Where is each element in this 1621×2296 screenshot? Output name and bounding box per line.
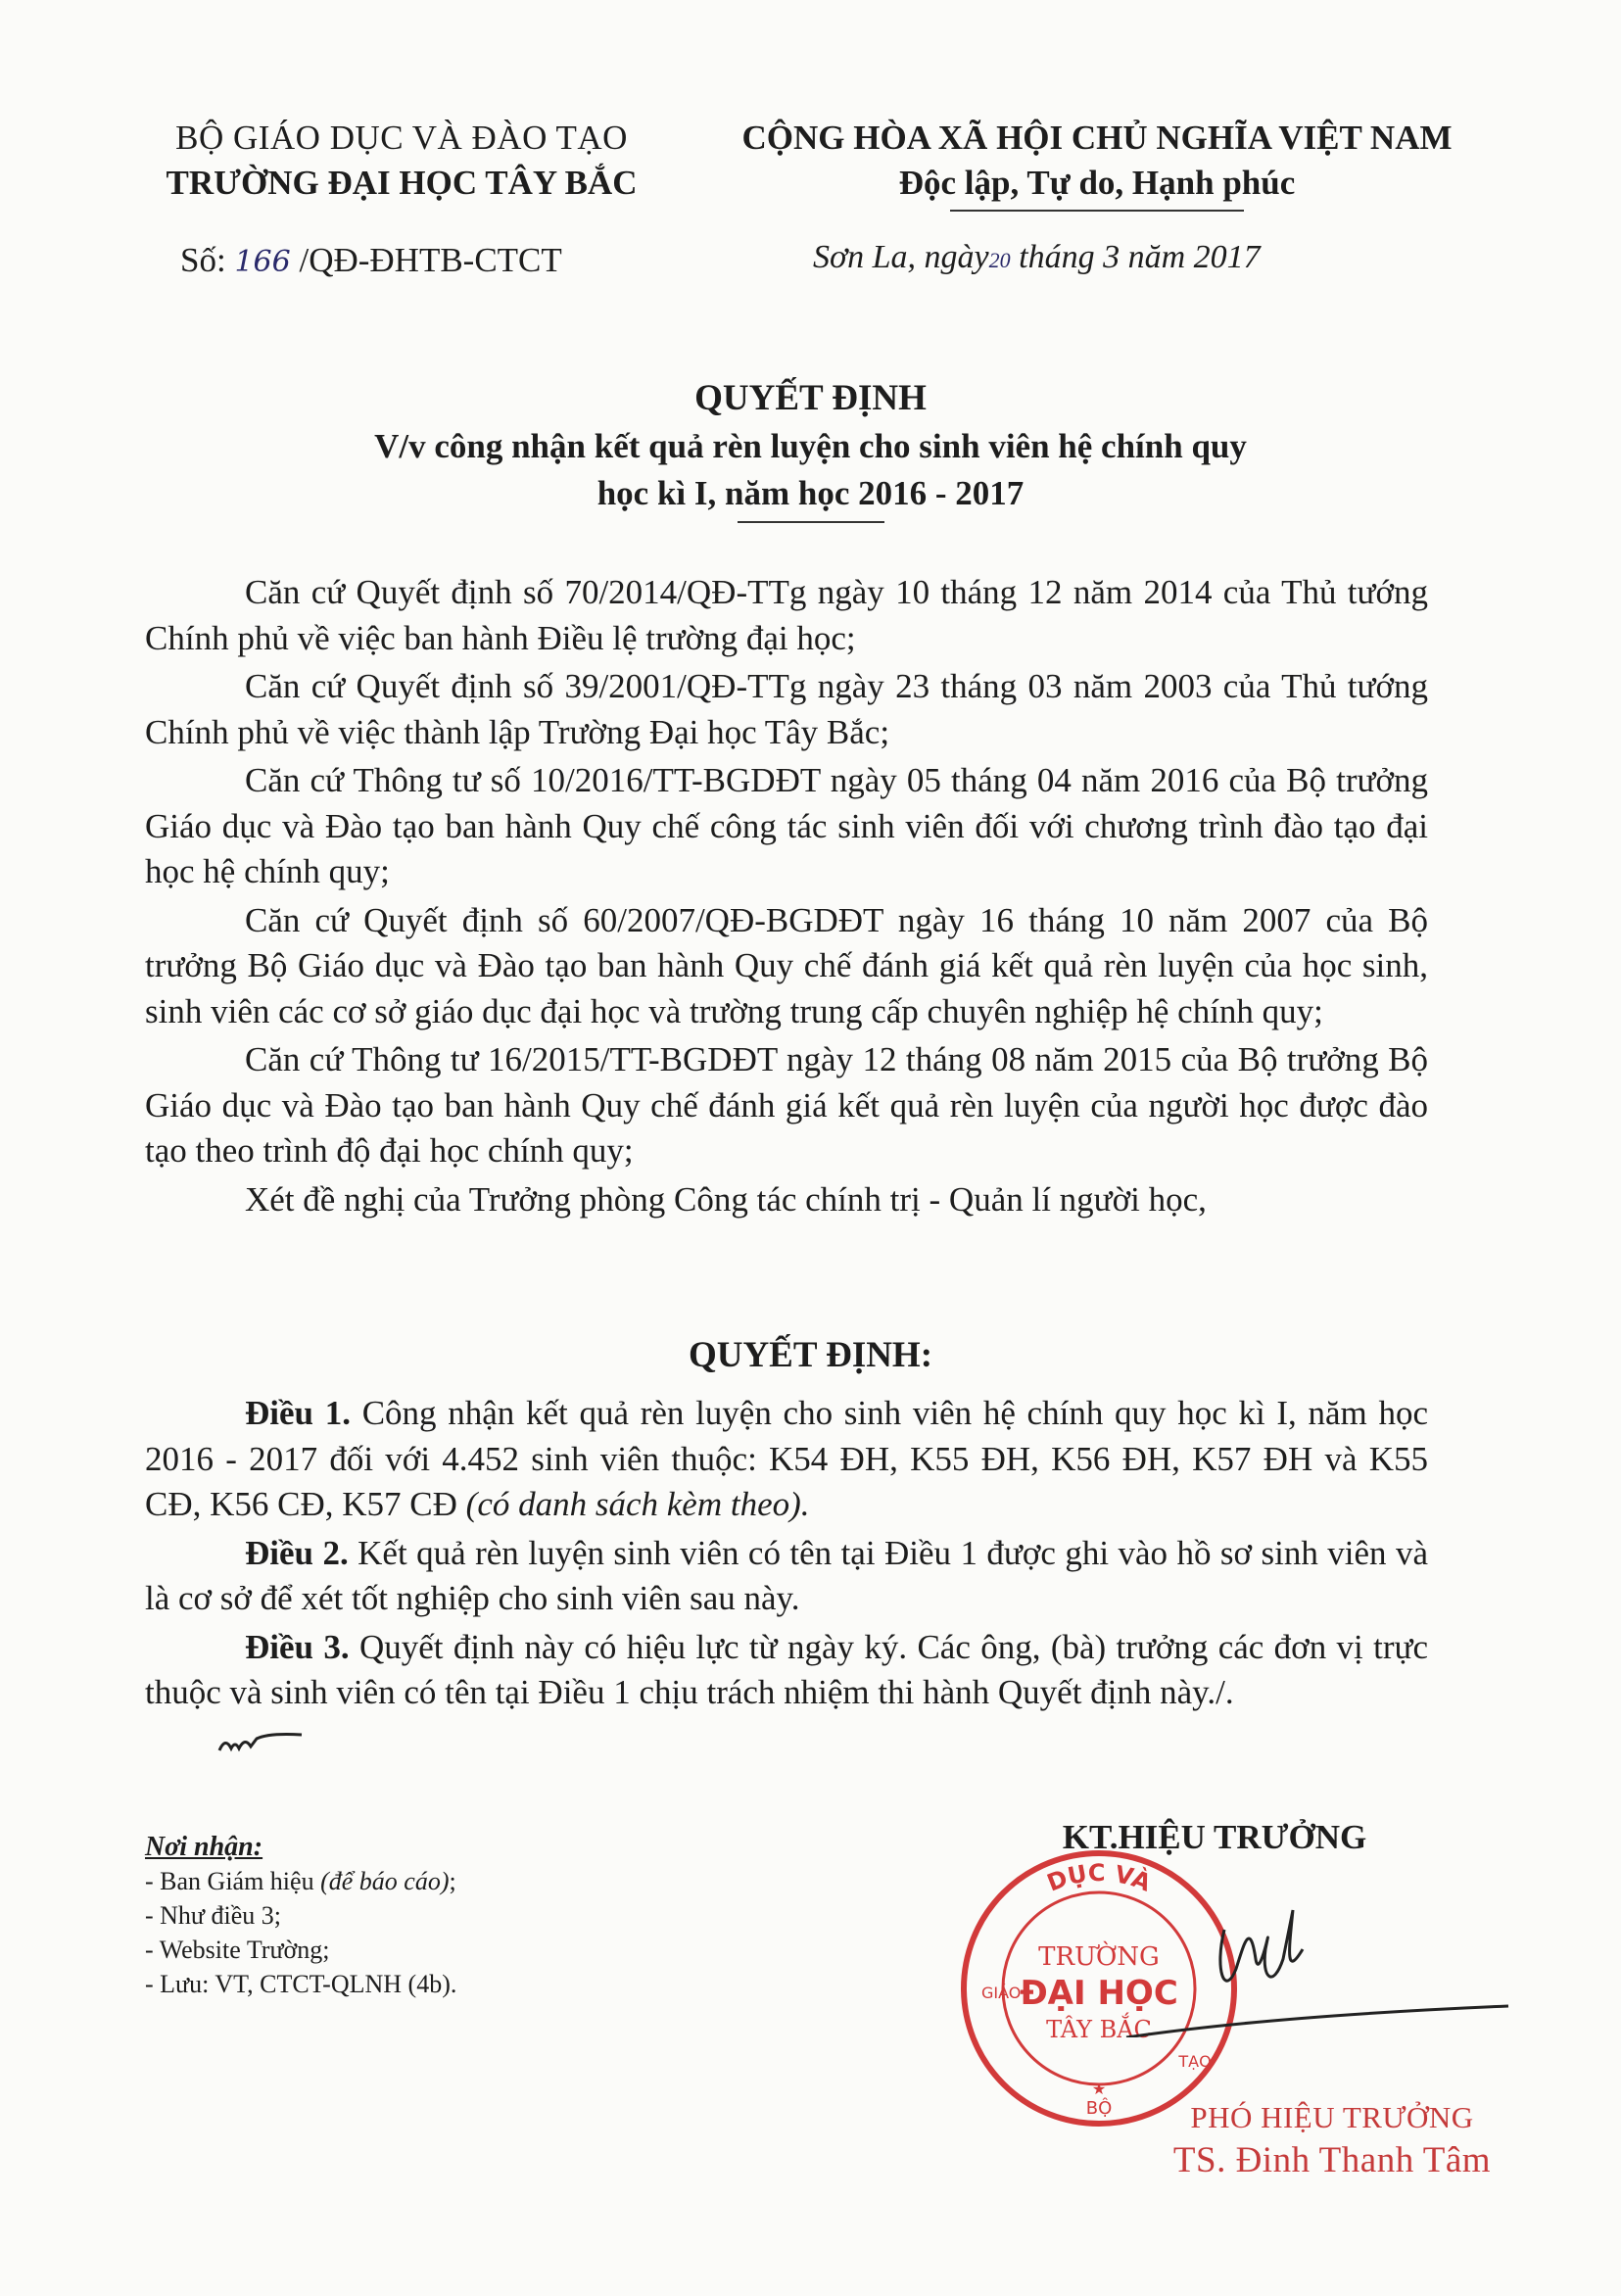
preamble-paragraph: Căn cứ Quyết định số 39/2001/QĐ-TTg ngày 23 tháng 03 năm 2003 của Thủ tướng Chính phủ về việc thành lập Trường Đại học Tây Bắc; <box>145 667 1428 751</box>
title-underline <box>738 521 884 523</box>
preamble-paragraph: Xét đề nghị của Trưởng phòng Công tác chính trị - Quản lí người học, <box>245 1179 1207 1219</box>
title-subject-line1: V/v công nhận kết quả rèn luyện cho sinh viên hệ chính quy <box>374 427 1247 465</box>
seal-line-1: TRƯỜNG <box>1038 1942 1160 1972</box>
doc-date-prefix: Sơn La, ngày <box>813 239 989 275</box>
article-text: Công nhận kết quả rèn luyện cho sinh viên hệ chính quy học kì I, năm học 2016 - 2017 đối với 4.452 sinh viên thuộc: K54 ĐH, K55 ĐH, K56 ĐH, K57 ĐH và K55 CĐ, K56 CĐ, K57 CĐ <box>145 1394 1429 1523</box>
article-text: Kết quả rèn luyện sinh viên có tên tại Điều 1 được ghi vào hồ sơ sinh viên và là cơ sở để xét tốt nghiệp cho sinh viên sau này. <box>145 1533 1429 1617</box>
signer-role: PHÓ HIỆU TRƯỞNG <box>1190 2100 1474 2134</box>
seal-ring-right: TẠO <box>1178 2052 1212 2071</box>
signer-name: TS. Đinh Thanh Tâm <box>1172 2140 1492 2180</box>
seal-line-3: TÂY BẮC <box>1046 2016 1152 2043</box>
preamble-paragraph: Căn cứ Quyết định số 60/2007/QĐ-BGDĐT ngày 16 tháng 10 năm 2007 của Bộ trưởng Bộ Giáo dục và Đào tạo ban hành Quy chế đánh giá kết quả rèn luyện của học sinh, sinh viên các cơ sở giáo dục đại học và trường trung cấp chuyên nghiệp hệ chính quy; <box>145 900 1428 1030</box>
doc-date-handwritten: 20 <box>988 248 1011 272</box>
recipient-item: - Lưu: VT, CTCT-QLNH (4b). <box>145 1970 457 1998</box>
article-note: (có danh sách kèm theo). <box>465 1485 810 1523</box>
recipient-item: - Như điều 3; <box>145 1901 282 1930</box>
title-main: QUYẾT ĐỊNH <box>694 378 927 418</box>
document-number <box>180 241 562 280</box>
recipient-item: - Website Trường; <box>145 1936 330 1964</box>
preamble-paragraph: Căn cứ Quyết định số 70/2014/QĐ-TTg ngày 10 tháng 12 năm 2014 của Thủ tướng Chính phủ về việc ban hành Điều lệ trường đại học; <box>145 573 1428 657</box>
national-motto: Độc lập, Tự do, Hạnh phúc <box>898 164 1296 202</box>
doc-date-suffix: tháng 3 năm 2017 <box>1019 239 1261 275</box>
seal-line-2: ĐẠI HỌC <box>1020 1974 1178 2013</box>
recipient-punct: ; <box>449 1867 456 1895</box>
article-2 <box>145 1531 1428 1622</box>
country-name: CỘNG HÒA XÃ HỘI CHỦ NGHĨA VIỆT NAM <box>741 119 1453 157</box>
university-name: TRƯỜNG ĐẠI HỌC TÂY BẮC <box>166 164 638 202</box>
seal-ring-left: GIÁO <box>981 1984 1022 2002</box>
article-3 <box>145 1625 1428 1716</box>
ministry-name: BỘ GIÁO DỤC VÀ ĐÀO TẠO <box>175 119 628 157</box>
recipients-block <box>145 1830 456 2001</box>
doc-number-prefix: Số: <box>180 241 226 279</box>
signer-title: KT.HIỆU TRƯỞNG <box>1062 1818 1367 1856</box>
svg-text:★: ★ <box>1091 2081 1107 2098</box>
doc-number-suffix: /QĐ-ĐHTB-CTCT <box>299 241 562 279</box>
preamble-paragraph: Căn cứ Thông tư 16/2015/TT-BGDĐT ngày 12 tháng 08 năm 2015 của Bộ trưởng Bộ Giáo dục và Đào tạo ban hành Quy chế đánh giá kết quả rèn luyện của người học được đào tạo theo trình độ đại học chính quy; <box>145 1040 1428 1170</box>
document-title <box>0 374 1621 523</box>
recipients-heading: Nơi nhận: <box>145 1832 263 1862</box>
header-right <box>676 116 1518 212</box>
article-label: Điều 3. <box>245 1627 350 1666</box>
recipient-text: - Ban Giám hiệu <box>145 1867 321 1895</box>
article-1 <box>145 1391 1428 1528</box>
initial-scribble <box>217 1729 306 1758</box>
article-text: Quyết định này có hiệu lực từ ngày ký. Các ông, (bà) trưởng các đơn vị trực thuộc và sinh viên có tên tại Điều 1 chịu trách nhiệm thi hành Quyết định này./. <box>145 1627 1429 1711</box>
preamble-paragraph: Căn cứ Thông tư số 10/2016/TT-BGDĐT ngày 05 tháng 04 năm 2016 của Bộ trưởng Giáo dục và Đào tạo ban hành Quy chế công tác sinh viên đối với chương trình đào tạo đại học hệ chính quy; <box>145 761 1428 890</box>
recipient-note: (để báo cáo) <box>320 1867 450 1895</box>
doc-number-handwritten: 166 <box>234 245 291 279</box>
seal-ring-bottom: BỘ <box>1085 2098 1113 2119</box>
preamble <box>145 570 1428 1225</box>
article-label: Điều 1. <box>245 1394 351 1432</box>
articles <box>145 1391 1428 1719</box>
document-date <box>813 239 1261 276</box>
signature-scribble <box>979 1890 1528 2037</box>
header-left <box>127 116 676 206</box>
seal-ring-top: DỤC VÀ <box>1043 1858 1155 1897</box>
title-subject-line2: học kì I, năm học 2016 - 2017 <box>596 474 1025 512</box>
decision-heading: QUYẾT ĐỊNH: <box>688 1335 933 1375</box>
recipient-item <box>145 1864 456 1898</box>
article-label: Điều 2. <box>245 1533 349 1572</box>
motto-underline <box>950 210 1244 212</box>
